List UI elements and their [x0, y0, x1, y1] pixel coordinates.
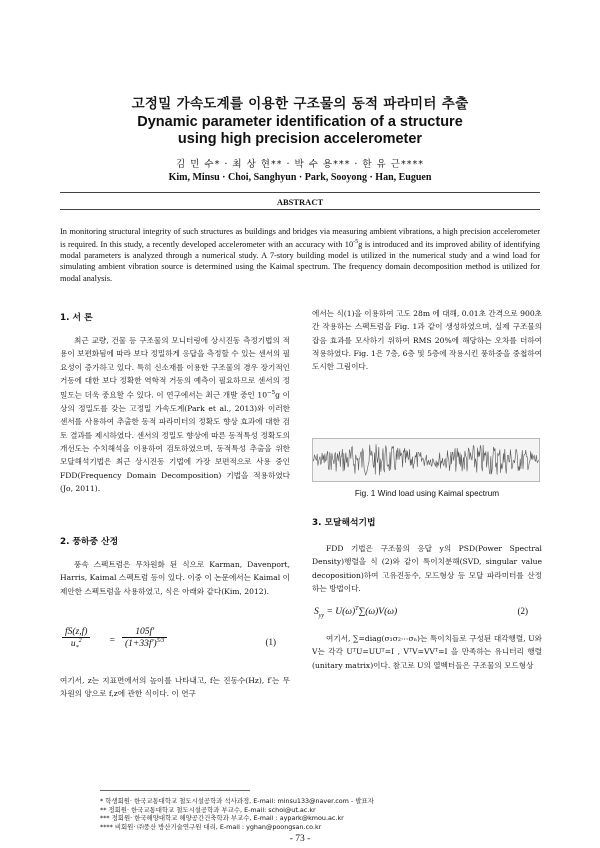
- equation-1-equals: =: [109, 636, 116, 646]
- figure-1-wind-load-plot: [312, 438, 540, 482]
- footnote-1: * 학생회원· 한국교통대학교 철도시설공학과 석사과정, E-mail: minsu133@naver.com - 발표자: [100, 797, 374, 805]
- section-2-paragraph-1: 풍속 스펙트럼은 무차원화 된 식으로 Karman, Davenport, Harris, Kaimal 스펙트럼 등이 있다. 이중 이 논문에서는 Kaimal 이 제안한 스펙트럼을 사용하였고, 식은 아래와 같다(Kim, 2012).: [60, 560, 290, 596]
- abstract-text-2: g is introduced and its improved ability of identifying modal parameters is analyzed through a numerical study. A 7-story building model is utilized in the numerical study and a wind load for simulating ambient vibration source is determined using the Kaimal spectrum. The frequency domain decomposition method is utilized for modal analysis.: [60, 240, 540, 283]
- paper-title-english-line1: Dynamic parameter identification of a structure: [137, 114, 463, 130]
- abstract-text-1: In monitoring structural integrity of such structures as buildings and bridges via measuring ambient vibrations, a high precision accelerometer is required. In this study, a recently developed accelerometer with an accuracy with 10: [60, 227, 540, 249]
- section-2-title: 2. 풍하중 산정: [60, 537, 119, 547]
- section-1-text-a: 최근 교량, 건물 등 구조물의 모니터링에 상시진동 측정기법의 적용이 보편화됨에 따라 보다 정밀하게 응답을 측정할 수 있는 센서의 필요성이 증가하고 있다. 특히 신소재를 이용한 구조물의 경우 장기적인 거동에 대한 보다 정확한 역학적 거동의 예측이 필요하므로 센서의 정밀도는 더욱 중요할 수 있다. 이 연구에서는 최근 개발 중인 10: [60, 336, 290, 400]
- equation-1-rhs: [122, 627, 167, 649]
- abstract-heading-rule: [60, 209, 540, 210]
- footnote-rule: [100, 790, 250, 791]
- footnote-4: **** 비회원· ㈜풍산 방산기술연구원 대리, E-mail : yghan@poongsan.co.kr: [100, 822, 322, 831]
- section-1-text-b: g 이상의 정밀도를 갖는 고정밀 가속도계(Park et al., 2013)와 이러한 센서를 사용하여 추출한 동적 파라미터의 정확도 향상 효과에 대한 검토 결과를 제시하였다. 센서의 정밀도 향상에 따른 동적특성 정확도의 개선도는 수치해석을 이용하여 검토하였으며, 동적특성 추출을 위한 모달해석기법은 최근 상시진동 기법에 가장 보편적으로 사용 중인 FDD(Frequency Domain Decomposition) 기법을 적용하였다(Jo, 2011).: [60, 390, 290, 493]
- section-3-paragraph-2: 여기서, ∑=diag(σ₁σ₂⋯σₙ)는 특이치들로 구성된 대각행렬, U와 V는 각각 UᵀU=UUᵀ=I , VᵀV=VVᵀ=I 을 만족하는 유니터리 행렬(unitary matrix)이다. 참고로 U의 열벡터들은 구조물의 모드형상: [312, 634, 542, 670]
- figure-1-waveform: [313, 439, 539, 481]
- section-3-paragraph-1: FDD 기법은 구조물의 응답 y의 PSD(Power Spectral Density)행렬을 식 (2)와 같이 특이치분해(SVD, singular value decoposition)하여 고유진동수, 모드형상 등 모달 파라미터를 산정하는 방법이다.: [312, 544, 542, 593]
- equation-1-lhs-denominator: $u_*^2$: [70, 638, 82, 652]
- equation-1-rhs-base: (1+33f′): [125, 639, 157, 650]
- figure-1-caption: Fig. 1 Wind load using Kaimal spectrum: [354, 489, 500, 498]
- equation-1-rhs-numerator: 105f′: [122, 627, 167, 638]
- footnote-2: ** 정회원· 한국교통대학교 철도시설공학과 부교수, E-mail: schoi@ut.ac.kr: [100, 805, 316, 814]
- equation-1-number: (1): [265, 637, 276, 647]
- abstract-exponent: -5: [353, 239, 359, 246]
- equation-2: [314, 604, 542, 622]
- equation-2-number: (2): [517, 606, 528, 616]
- abstract-top-rule: [60, 192, 540, 193]
- equation-1-rhs-denominator: $(1+33f')^{5/3}$: [125, 638, 165, 650]
- abstract-body: [60, 226, 540, 284]
- equation-1-lhs-u: u: [70, 639, 76, 650]
- equation-2-expression: $S_{yy} = U(\omega)^T\sum(\omega)V(\omega)$: [314, 606, 398, 620]
- section-2-paragraph-2: 여기서, z는 지표면에서의 높이를 나타내고, f는 진동수(Hz), f′는 무차원의 양으로 f,z에 관한 식이다. 이 연구: [60, 676, 290, 699]
- authors-korean: 김 민 수* · 최 상 현** · 박 수 용*** · 한 유 근****: [176, 159, 424, 170]
- footnotes: [100, 797, 560, 831]
- equation-1-lhs-numerator: fS(z,f): [62, 627, 90, 638]
- section-1-paragraph: [60, 334, 290, 495]
- footnote-3: *** 정회원· 한국해양대학교 해양공간건축학과 부교수, E-mail : aypark@kmou.ac.kr: [100, 814, 344, 823]
- equation-1: [62, 625, 290, 665]
- page-number: - 73 -: [289, 834, 311, 844]
- paper-title-english-line2: using high precision accelerometer: [177, 131, 423, 147]
- equation-2-symbol: S: [314, 607, 319, 618]
- right-column-intro-paragraph: 에서는 식(1)을 이용하여 고도 28m 에 대해, 0.01초 간격으로 900초간 작용하는 스펙트럼을 Fig. 1과 같이 생성하였으며, 실제 구조물의 잡음 효과를 모사하기 위하여 RMS 20%에 해당하는 오차를 더하여 적용하였다. Fig. 1은 7층, 6층 및 5층에 작용시킨 풍하중을 중첩하여 도시한 그림이다.: [312, 309, 542, 372]
- equation-1-lhs: [62, 627, 90, 651]
- abstract-heading: ABSTRACT: [276, 197, 324, 207]
- section-1-exponent: −5: [267, 390, 276, 397]
- section-3-title: 3. 모달해석기법: [312, 518, 376, 528]
- section-1-title: 1. 서 론: [60, 313, 93, 323]
- paper-title-korean: 고정밀 가속도계를 이용한 구조물의 동적 파라미터 추출: [131, 96, 469, 112]
- authors-english: Kim, Minsu · Choi, Sanghyun · Park, Sooyong · Han, Euguen: [168, 172, 432, 183]
